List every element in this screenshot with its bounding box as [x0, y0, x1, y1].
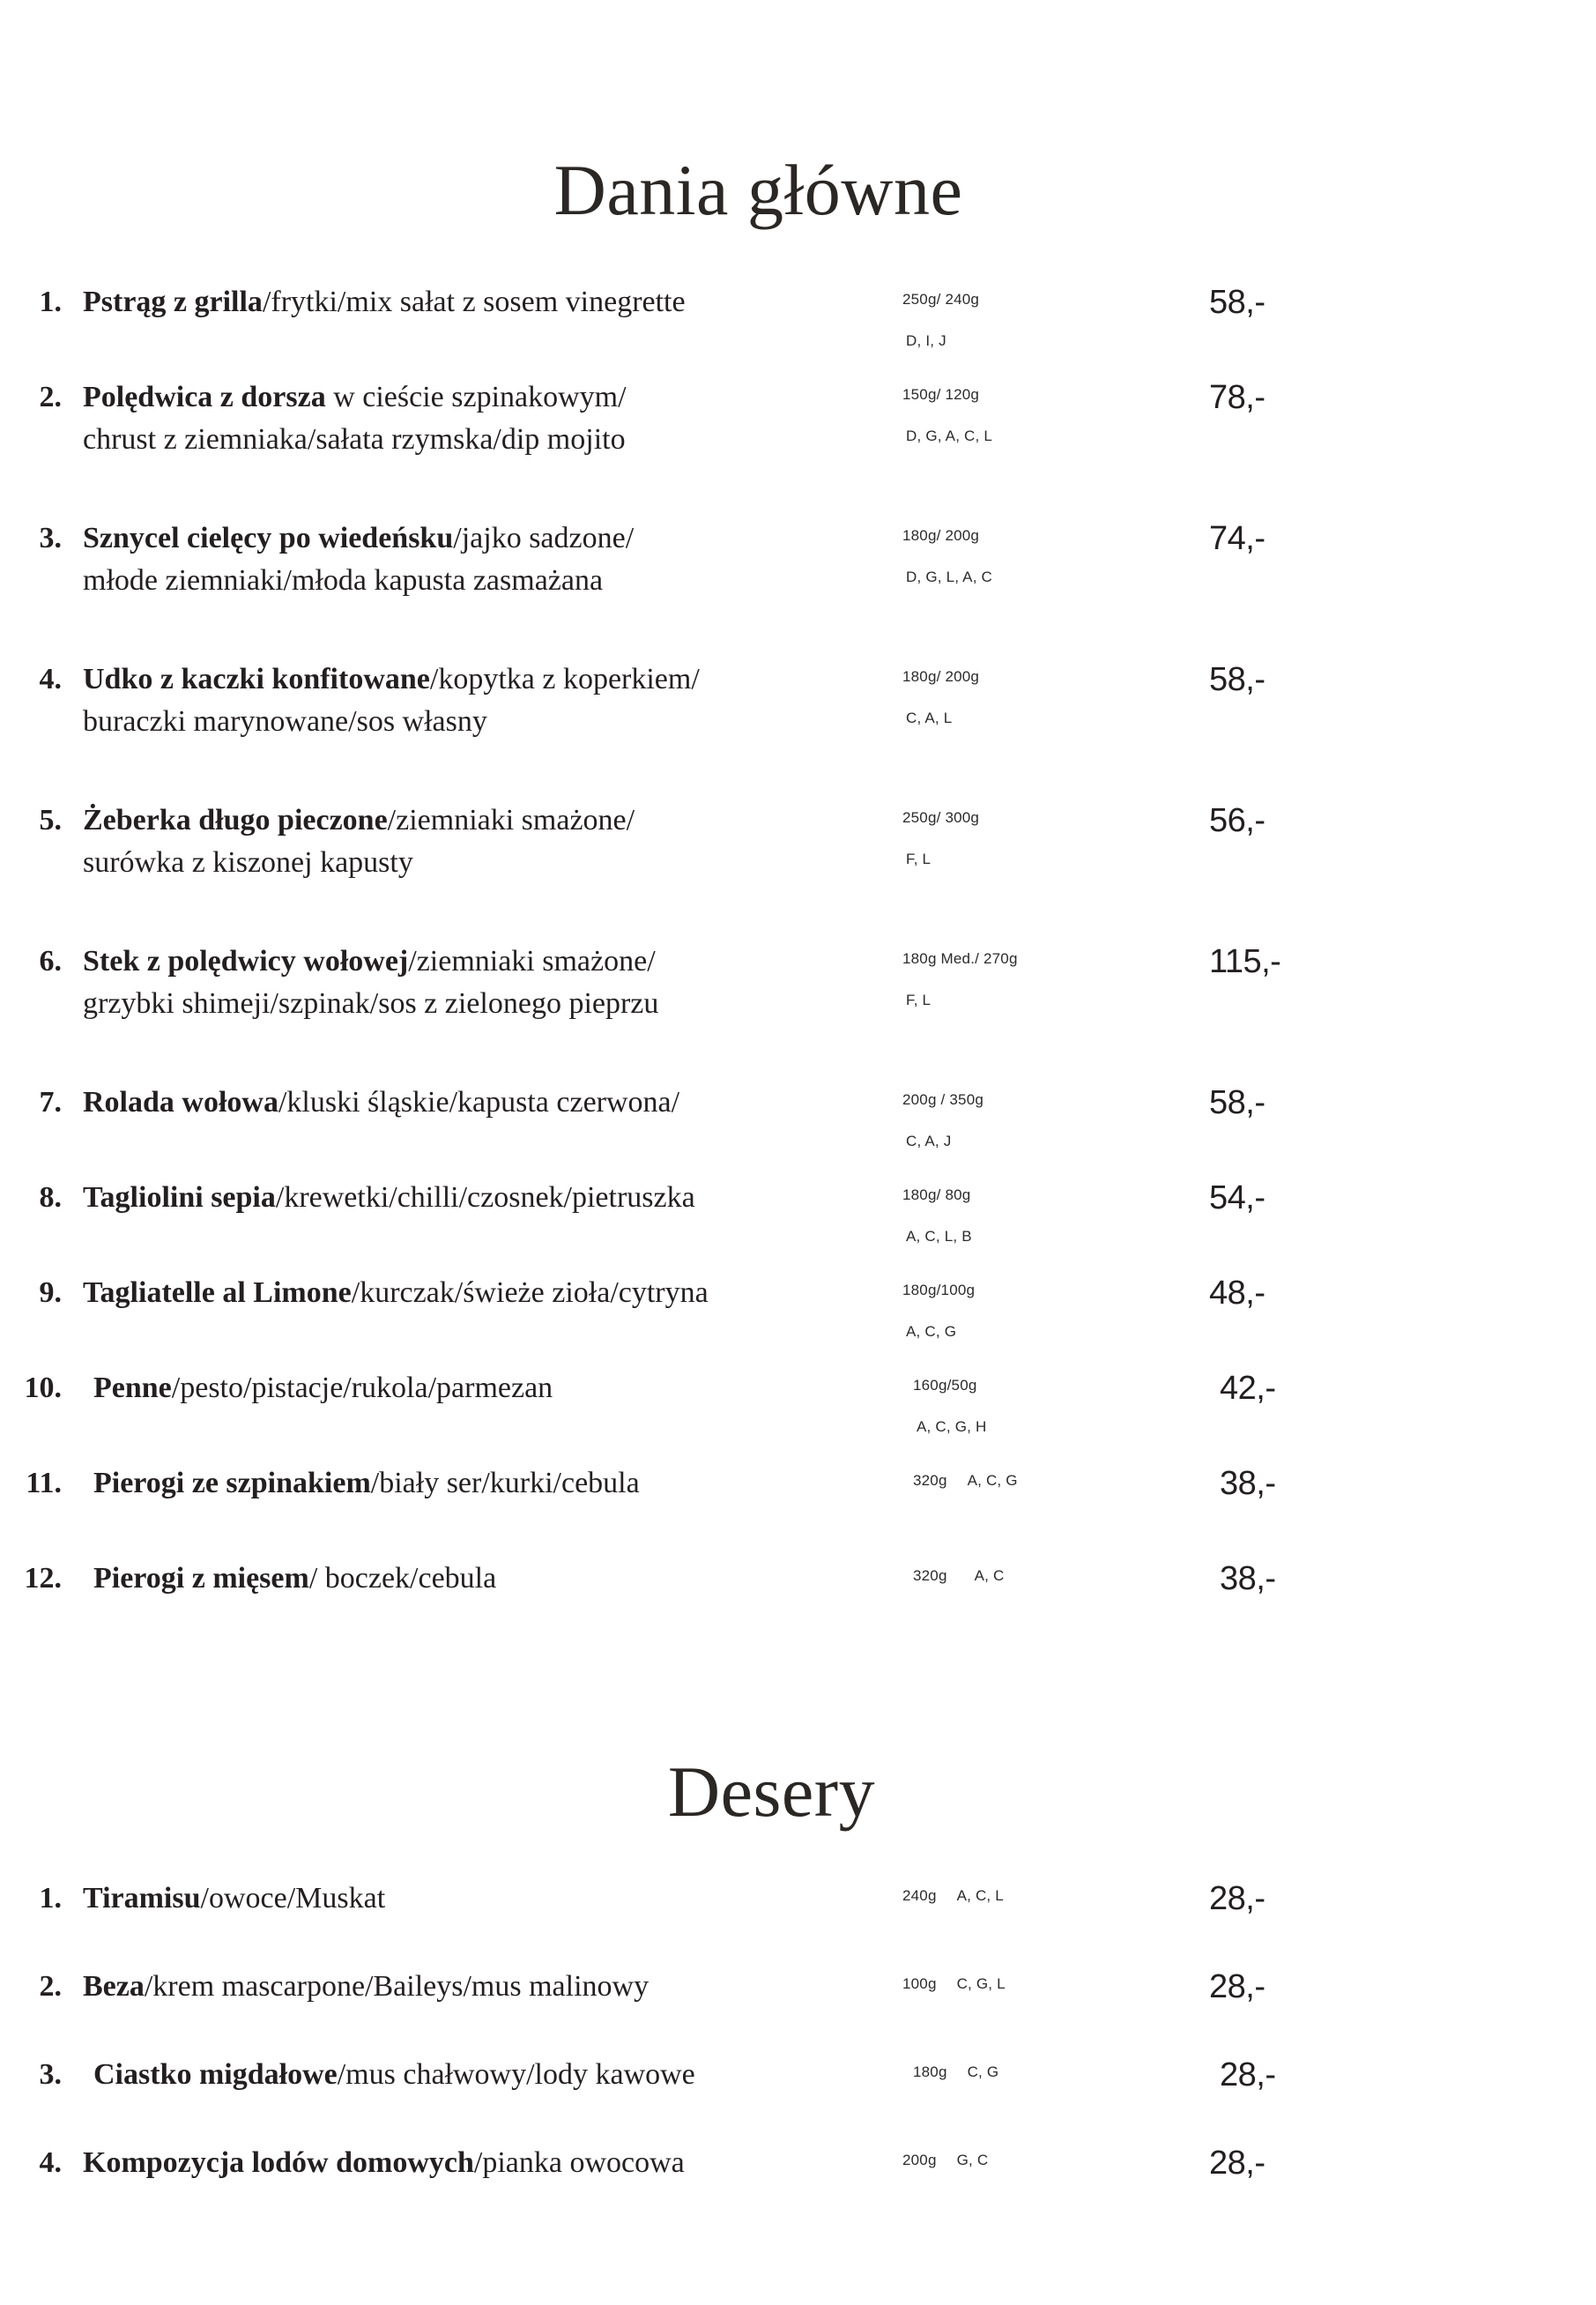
item-number: 1.: [39, 1881, 62, 1915]
item-meta: [913, 2054, 1177, 2079]
item-meta: [902, 799, 1167, 866]
item-rest: /krem mascarpone/Baileys/mus malinowy: [144, 1969, 650, 2003]
item-name: Pierogi ze szpinakiem: [93, 1466, 371, 1499]
item-weight: 180g/ 80g: [902, 1186, 971, 1203]
item-description: [83, 1966, 902, 2008]
item-rest: /kurczak/świeże zioła/cytryna: [351, 1275, 709, 1309]
item-price: 58,-: [1209, 660, 1266, 698]
item-description: [93, 1367, 913, 1409]
menu-item-row: [0, 1877, 1596, 1966]
item-allergens: F, L: [906, 850, 932, 867]
menu-item-row: [0, 1272, 1596, 1367]
item-rest: /mus chałwowy/lody kawowe: [337, 2057, 695, 2091]
item-price: 42,-: [1220, 1369, 1276, 1407]
item-allergens: D, G, L, A, C: [906, 568, 993, 585]
item-rest: /pianka owocowa: [473, 2145, 685, 2179]
item-price: 28,-: [1209, 2144, 1266, 2182]
item-rest: /biały ser/kurki/cebula: [370, 1466, 640, 1499]
item-name: Beza: [83, 1969, 145, 2003]
item-meta: [902, 1082, 1167, 1149]
item-number: 4.: [39, 662, 62, 695]
menu-item-row: [0, 517, 1596, 658]
item-name: Żeberka długo pieczone: [83, 803, 388, 836]
item-allergens: C, A, L: [906, 709, 953, 726]
item-allergens: C, G, L: [956, 1974, 1006, 1992]
item-description: [83, 281, 902, 323]
item-price: 58,-: [1209, 1083, 1266, 1121]
item-allergens: C, A, J: [906, 1132, 952, 1149]
item-meta: [902, 1177, 1167, 1244]
item-weight: 180g/100g: [902, 1281, 976, 1298]
item-price: 58,-: [1209, 283, 1266, 321]
item-price: 74,-: [1209, 519, 1266, 557]
item-price: 38,-: [1220, 1464, 1276, 1502]
menu-item-row: [0, 1462, 1596, 1558]
item-description: [83, 1082, 902, 1124]
item-allergens: A, C, G: [906, 1322, 957, 1340]
item-meta: [902, 2142, 1167, 2167]
item-description: [83, 1177, 902, 1219]
menu-item-row: [0, 281, 1596, 376]
item-line2: surówka z kiszonej kapusty: [83, 846, 413, 880]
item-meta: [902, 658, 1167, 725]
item-weight: 250g/ 240g: [902, 290, 980, 308]
item-name: Stek z polędwicy wołowej: [83, 944, 409, 978]
menu-item-row: [0, 1082, 1596, 1177]
item-name: Tagliolini sepia: [83, 1180, 276, 1214]
item-weight: 100g: [902, 1974, 937, 1992]
item-rest: /owoce/Muskat: [200, 1881, 386, 1915]
item-weight: 150g/ 120g: [902, 385, 980, 403]
item-number: 10.: [24, 1371, 62, 1404]
item-number: 6.: [39, 944, 62, 978]
item-rest: /ziemniaki smażone/: [408, 944, 656, 978]
item-rest: /frytki/mix sałat z sosem vinegrette: [262, 285, 686, 318]
item-number: 2.: [39, 380, 62, 413]
item-description: [83, 1272, 902, 1314]
item-allergens: F, L: [906, 991, 932, 1008]
item-name: Ciastko migdałowe: [93, 2057, 338, 2091]
item-meta: [902, 376, 1167, 443]
item-meta: [902, 517, 1167, 584]
menu-item-row: [0, 941, 1596, 1082]
item-meta: [902, 1877, 1167, 1903]
menu-item-row: [0, 799, 1596, 941]
item-weight: 320g: [913, 1566, 947, 1584]
item-description: [93, 1462, 913, 1505]
item-rest: /ziemniaki smażone/: [387, 803, 635, 836]
item-description: [83, 941, 902, 1026]
item-allergens: A, C: [974, 1566, 1005, 1584]
item-price: 38,-: [1220, 1559, 1276, 1597]
item-number: 5.: [39, 803, 62, 836]
item-price: 54,-: [1209, 1179, 1266, 1216]
item-rest: /krewetki/chilli/czosnek/pietruszka: [275, 1180, 695, 1214]
item-line2: buraczki marynowane/sos własny: [83, 705, 487, 739]
item-line2: młode ziemniaki/młoda kapusta zasmażana: [83, 564, 604, 598]
menu-item-row: [0, 2054, 1596, 2142]
item-name: Pierogi z mięsem: [93, 1561, 309, 1595]
item-rest: w cieście szpinakowym/: [325, 380, 627, 413]
item-name: Tagliatelle al Limone: [83, 1275, 352, 1309]
item-line2: chrust z ziemniaka/sałata rzymska/dip mojito: [83, 423, 626, 457]
item-description: [93, 1558, 913, 1600]
item-name: Pstrąg z grilla: [83, 285, 263, 318]
item-description: [83, 799, 902, 885]
item-number: 3.: [39, 521, 62, 554]
menu-item-row: [0, 376, 1596, 517]
item-number: 9.: [39, 1275, 62, 1309]
item-number: 1.: [39, 285, 62, 318]
item-meta: [913, 1367, 1177, 1434]
item-number: 4.: [39, 2145, 62, 2179]
menu-item-row: [0, 1558, 1596, 1653]
menu-item-row: [0, 1966, 1596, 2054]
item-number: 11.: [26, 1466, 62, 1499]
item-number: 3.: [39, 2057, 62, 2091]
item-allergens: A, C, L: [956, 1886, 1004, 1904]
item-rest: /jajko sadzone/: [453, 521, 635, 554]
item-weight: 240g: [902, 1886, 937, 1904]
item-weight: 250g/ 300g: [902, 808, 980, 826]
item-allergens: C, G: [967, 2063, 999, 2080]
item-weight: 200g / 350g: [902, 1090, 984, 1108]
menu-item-row: [0, 658, 1596, 799]
item-description: [93, 2054, 913, 2096]
item-rest: /kopytka z koperkiem/: [429, 662, 700, 695]
section-heading-dania-glowne: Dania główne: [553, 149, 963, 230]
item-weight: 180g/ 200g: [902, 526, 980, 544]
item-line2: grzybki shimeji/szpinak/sos z zielonego pieprzu: [83, 987, 659, 1021]
item-name: Penne: [93, 1371, 172, 1404]
item-price: 28,-: [1220, 2056, 1276, 2093]
menu-item-row: [0, 1367, 1596, 1462]
item-weight: 320g: [913, 1471, 947, 1489]
item-price: 28,-: [1209, 1967, 1266, 2005]
item-price: 48,-: [1209, 1274, 1266, 1312]
item-price: 115,-: [1209, 942, 1281, 980]
item-name: Rolada wołowa: [83, 1085, 278, 1119]
item-weight: 160g/50g: [913, 1376, 977, 1394]
item-meta: [913, 1462, 1177, 1488]
item-meta: [902, 1272, 1167, 1339]
item-meta: [902, 1966, 1167, 1991]
item-price: 78,-: [1209, 378, 1266, 416]
item-description: [83, 517, 902, 603]
item-name: Kompozycja lodów domowych: [83, 2145, 474, 2179]
item-weight: 180g/ 200g: [902, 667, 980, 685]
menu-list-dania-glowne: [0, 281, 1596, 1653]
item-meta: [913, 1558, 1177, 1583]
item-number: 8.: [39, 1180, 62, 1214]
item-price: 28,-: [1209, 1879, 1266, 1917]
menu-list-desery: [0, 1877, 1596, 2230]
item-description: [83, 658, 902, 744]
item-allergens: G, C: [956, 2151, 989, 2168]
item-description: [83, 1877, 902, 1920]
item-number: 7.: [39, 1085, 62, 1119]
menu-page: [0, 48, 1596, 2305]
item-number: 12.: [24, 1561, 62, 1595]
item-name: Udko z kaczki konfitowane: [83, 662, 430, 695]
item-allergens: D, I, J: [906, 331, 946, 349]
item-price: 56,-: [1209, 801, 1266, 839]
item-name: Sznycel cielęcy po wiedeńsku: [83, 521, 454, 554]
item-allergens: A, C, L, B: [906, 1227, 972, 1245]
item-allergens: A, C, G: [967, 1471, 1018, 1489]
item-weight: 180g: [913, 2063, 947, 2080]
item-rest: / boczek/cebula: [308, 1561, 497, 1595]
item-weight: 180g Med./ 270g: [902, 949, 1018, 967]
item-rest: /kluski śląskie/kapusta czerwona/: [278, 1085, 680, 1119]
item-weight: 200g: [902, 2151, 937, 2168]
item-allergens: A, C, G, H: [917, 1417, 987, 1435]
item-meta: [902, 281, 1167, 348]
item-rest: /pesto/pistacje/rukola/parmezan: [171, 1371, 553, 1404]
item-name: Tiramisu: [83, 1881, 201, 1915]
menu-item-row: [0, 1177, 1596, 1272]
item-number: 2.: [39, 1969, 62, 2003]
item-allergens: D, G, A, C, L: [906, 427, 993, 444]
item-description: [83, 376, 902, 462]
menu-item-row: [0, 2142, 1596, 2230]
section-heading-desery: Desery: [667, 1751, 876, 1832]
item-meta: [902, 941, 1167, 1008]
item-description: [83, 2142, 902, 2184]
item-name: Polędwica z dorsza: [83, 380, 326, 413]
